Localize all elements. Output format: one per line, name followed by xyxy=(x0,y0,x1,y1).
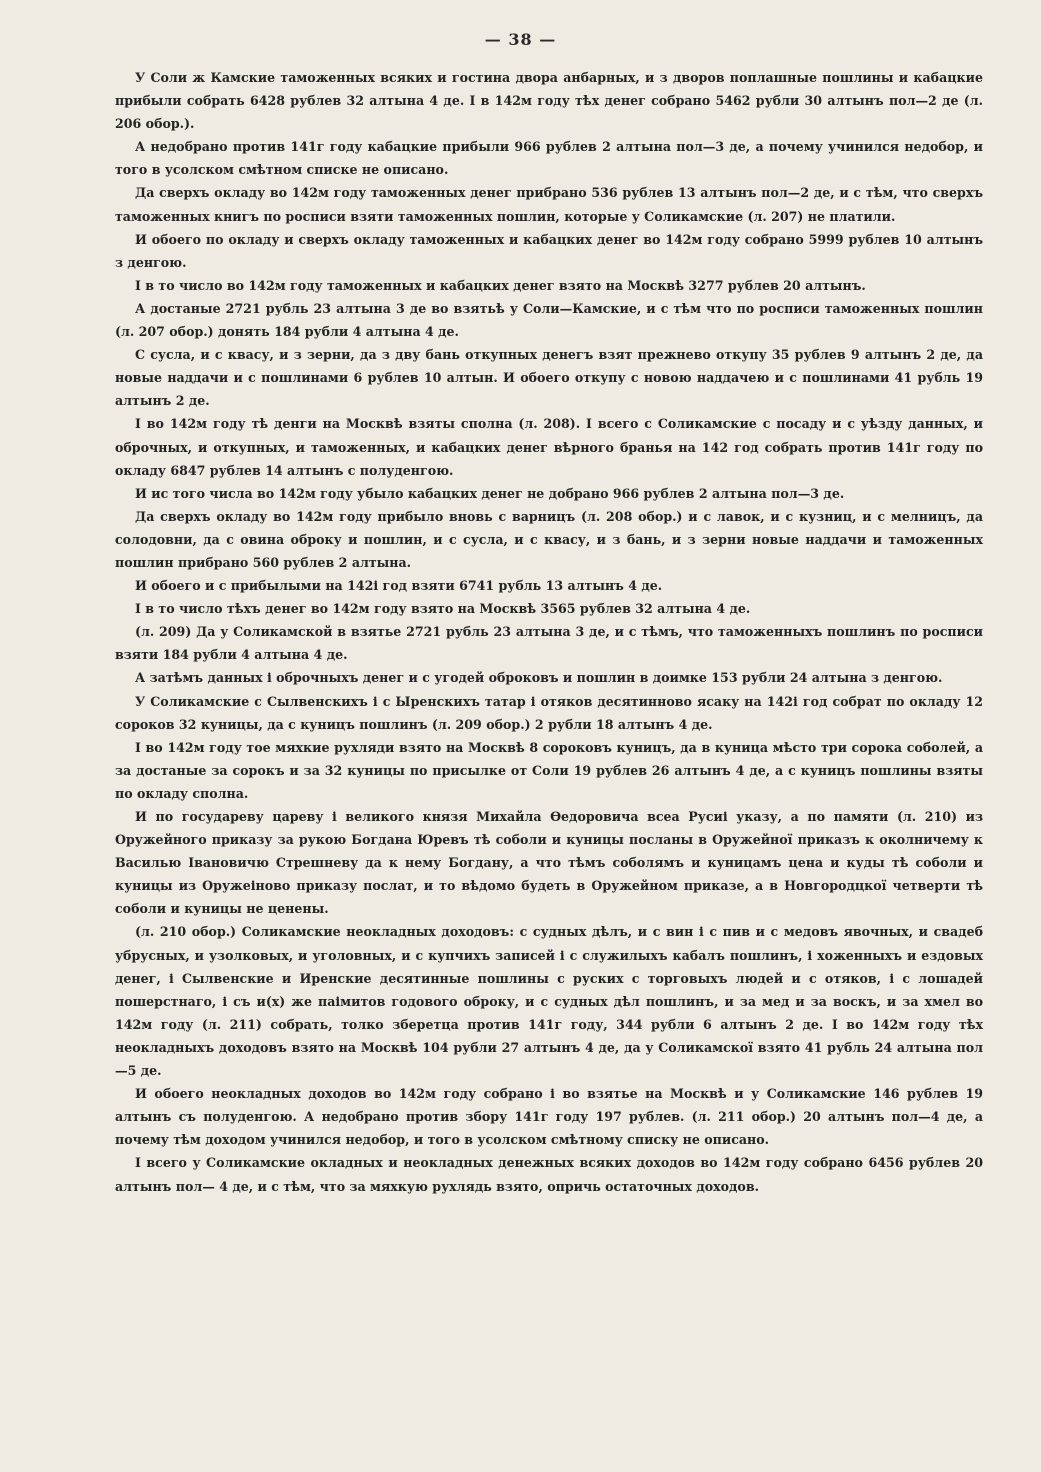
paragraph: І в то число тѣхъ денег во 142м году взято на Москвѣ 3565 рублев 32 алтына 4 де. xyxy=(135,601,751,617)
paragraph: И ис того числа во 142м году убыло кабацких денег не добрано 966 рублев 2 алтына пол—3 де. xyxy=(135,485,845,501)
paragraph: А затѣмъ данных і оброчныхъ денег и с угодей оброковъ и пошлин в доимке 153 рубли 24 алтына з денгою. xyxy=(135,670,943,686)
paragraph: І во 142м году тое мяхкие рухляди взято на Москвѣ 8 сороковъ куницъ, да в куница мѣсто три сорока соболей, а за достаные за сорокъ и за 32 куницы по присылке от Соли 19 рублев 26 алтынъ 4 де, а с куницъ пошлины взяты по окладу сполна. xyxy=(115,739,983,801)
paragraph: А недобрано против 141г году кабацкие прибыли 966 рублев 2 алтына пол—3 де, а почему учинился недобор, и того в усолском смѣтном списке не описано. xyxy=(115,139,983,178)
page-number: — 38 — xyxy=(484,30,557,49)
paragraph: И обоего по окладу и сверхъ окладу таможенных и кабацких денег во 142м году собрано 5999 рублев 10 алтынъ з денгою. xyxy=(115,231,983,270)
paragraph: Да сверхъ окладу во 142м году таможенных денег прибрано 536 рублев 13 алтынъ пол—2 де, и с тѣм, что сверхъ таможенных книгъ по росписи взяти таможенных пошлин, которые у Соликамские (л. 207) не платили. xyxy=(115,185,983,224)
paragraph: А достаные 2721 рубль 23 алтына 3 де во взятьѣ у Соли—Камские, и с тѣм что по росписи таможенных пошлин (л. 207 обор.) донять 184 рубли 4 алтына 4 де. xyxy=(115,300,983,340)
document-body xyxy=(115,66,983,1198)
paragraph: И по государеву цареву і великого князя Михайла Ѳедоровича всеа Русиі указу, а по памяти (л. 210) из Оружейного приказу за рукою Богдана Юревъ тѣ соболи и куницы посланы в Оружейної приказъ к околничему к Василью Івановичю Стрешневу да к нему Богдану, а что тѣмъ соболямъ и куницамъ цена и куды тѣ соболи и куницы из Оружеіново приказу послат, и то вѣдомо будеть в Оружейном приказе, а в Новгородцкої четверти тѣ соболи и куницы не ценены. xyxy=(115,809,983,917)
paragraph: У Соликамские с Сылвенскихъ і с Ыренскихъ татар і отяков десятинново ясаку на 142і год собрат по окладу 12 сороков 32 куницы, да с куницъ пошлинъ (л. 209 обор.) 2 рубли 18 алтынъ 4 де. xyxy=(115,693,983,732)
paragraph: І всего у Соликамские окладных и неокладных денежных всяких доходов во 142м году собрано 6456 рублев 20 алтынъ пол— 4 де, и с тѣм, что за мяхкую рухлядь взято, опричь остаточных доходов. xyxy=(115,1155,983,1194)
paragraph: И обоего и с прибылыми на 142і год взяти 6741 рубль 13 алтынъ 4 де. xyxy=(135,578,663,594)
paragraph: С сусла, и с квасу, и з зерни, да з дву бань откупных денегъ взят прежнево откупу 35 рублев 9 алтынъ 2 де, да новые наддачи и с пошлинами 6 рублев 10 алтын. И обоего откупу с новою наддачею и с пошлинами 41 рубль 19 алтынъ 2 де. xyxy=(115,347,983,409)
paragraph: У Соли ж Камские таможенных всяких и гостина двора анбарных, и з дворов поплашные пошлины и кабацкие прибыли собрать 6428 рублев 32 алтына 4 де. І в 142м году тѣх денег собрано 5462 рубли 30 алтынъ пол—2 де (л. 206 обор.). xyxy=(115,70,983,132)
paragraph: І во 142м году тѣ денги на Москвѣ взяты сполна (л. 208). І всего с Соликамские с посаду и с уѣзду данных, и оброчных, и откупных, и таможенных, и кабацких денег вѣрного бранья на 142 год собрать против 141г году по окладу 6847 рублев 14 алтынъ с полуденгою. xyxy=(115,416,983,478)
paragraph: Да сверхъ окладу во 142м году прибыло вновь с варницъ (л. 208 обор.) и с лавок, и с кузниц, и с мелницъ, да солодовни, да с овина оброку и пошлин, и с сусла, и с квасу, и з бань, и з зерни новые наддачи и таможенных пошлин прибрано 560 рублев 2 алтына. xyxy=(115,508,983,570)
paragraph: (л. 210 обор.) Соликамские неокладных доходовъ: с судных дѣлъ, и с вин і с пив и с медовъ явочных, и свадеб убрусных, и узолковых, и уголовных, и с купчихъ записей і с служилыхъ кабалъ пошлинъ, і хоженныхъ и ездовых денег, і Сылвенские и Иренские десятинные пошлины с руских с торговыхъ людей и с отяков, і с лошадей пошерстнаго, і съ и(х) же паімитов годового оброку, и с судных дѣл пошлинъ, и за мед и за воскъ, и за хмел во 142м году (л. 211) собрать, толко зберетца против 141г году, 344 рубли 6 алтынъ 2 де. І во 142м году тѣх неокладныхъ доходовъ взято на Москвѣ 104 рубли 27 алтынъ 4 де, да у Соликамскої взято 41 рубль 24 алтына пол—5 де. xyxy=(115,924,983,1079)
paragraph: І в то число во 142м году таможенных и кабацких денег взято на Москвѣ 3277 рублев 20 алтынъ. xyxy=(135,277,866,293)
paragraph: (л. 209) Да у Соликамской в взятье 2721 рубль 23 алтына 3 де, и с тѣмъ, что таможенныхъ пошлинъ по росписи взяти 184 рубли 4 алтына 4 де. xyxy=(115,624,983,663)
paragraph: И обоего неокладных доходов во 142м году собрано і во взятье на Москвѣ и у Соликамские 146 рублев 19 алтынъ съ полуденгою. А недобрано против збору 141г году 197 рублев. (л. 211 обор.) 20 алтынъ пол—4 де, а почему тѣм доходом учинился недобор, и того в усолском смѣтному списку не описано. xyxy=(115,1086,983,1148)
